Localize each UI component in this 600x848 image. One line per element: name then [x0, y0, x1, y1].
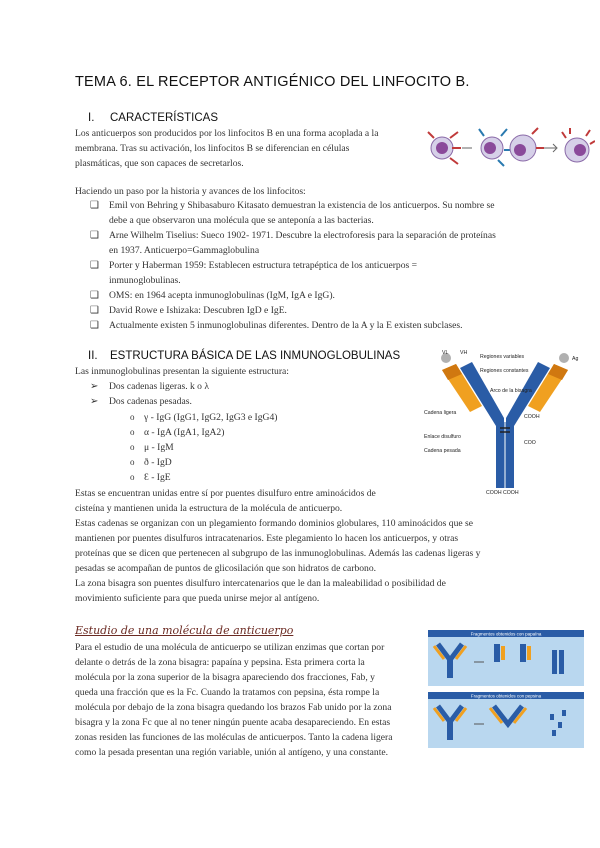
- list-item: ➢ Dos cadenas pesadas.: [90, 396, 192, 407]
- chain-list: [90, 379, 209, 409]
- plasma-cell-icon: [510, 128, 544, 161]
- checkbox-bullet-icon: ❑: [90, 305, 99, 316]
- checkbox-bullet-icon: ❑: [90, 320, 99, 331]
- activated-b-cell-icon: [479, 129, 512, 166]
- list-item: o μ - IgM: [130, 442, 174, 453]
- list-item: o ð - IgD: [130, 457, 172, 468]
- section-2-intro: Las inmunoglobulinas presentan la siguiente estructura:: [75, 366, 289, 377]
- list-item: o γ - IgG (IgG1, IgG2, IgG3 e IgG4): [130, 412, 278, 423]
- antibody-structure-figure: [420, 348, 590, 496]
- list-item: ❑ Actualmente existen 5 inmunoglobulinas diferentes. Dentro de la A y la E existen subclases.: [90, 320, 463, 331]
- pepsin-panel-title: Fragmentos obtenidos con pepsina: [470, 693, 542, 699]
- label-cooh-pair: COOH COOH: [486, 490, 519, 496]
- list-item: ❑ Porter y Haberman 1959: Establecen estructura tetrapéptica de los anticuerpos = inmunoglobulinas.: [90, 260, 418, 286]
- checkbox-bullet-icon: ❑: [90, 260, 99, 271]
- checkbox-bullet-icon: ❑: [90, 200, 99, 211]
- page-title: TEMA 6. EL RECEPTOR ANTIGÉNICO DEL LINFOCITO B.: [75, 74, 470, 90]
- label-regiones-variables: Regiones variables: [480, 354, 525, 360]
- papain-panel-title: Fragmentos obtenidos con papaína: [470, 631, 542, 637]
- list-item: ❑ OMS: en 1964 acepta inmunoglobulinas (IgM, IgA e IgG).: [90, 290, 335, 301]
- arrow-bullet-icon: ➢: [90, 396, 99, 407]
- secreting-plasma-cell-icon: [562, 128, 595, 162]
- checkbox-bullet-icon: ❑: [90, 230, 99, 241]
- checkbox-bullet-icon: ❑: [90, 290, 99, 301]
- history-intro: Haciendo un paso por la historia y avances de los linfocitos:: [75, 186, 306, 197]
- section-2-heading: II. ESTRUCTURA BÁSICA DE LAS INMUNOGLOBULINAS: [88, 350, 401, 362]
- arrow-bullet-icon: ➢: [90, 381, 99, 392]
- label-enlace-disulfuro: Enlace disulfuro: [424, 434, 461, 440]
- label-cadena-ligera: Cadena ligera: [424, 410, 457, 416]
- section-1-heading: I. CARACTERÍSTICAS: [88, 112, 218, 124]
- list-item: ❑ Emil von Behring y Shibasaburo Kitasato demuestran la existencia de los anticuerpos. Su nombre se debe a que observaron una molécula que se anteponía a las bacterias.: [90, 200, 495, 226]
- label-regiones-constantes: Regiones constantes: [480, 368, 529, 374]
- list-item: o α - IgA (IgA1, IgA2): [130, 427, 225, 438]
- section-3-paragraph: Para el estudio de una molécula de anticuerpo se utilizan enzimas que cortan por delante o detrás de la zona bisagra: papaína y pepsina. Esta primera corta la molécula por la zona superior de la bisagra apareciendo dos fracciones, Fab, y queda una fracción que es la Fc. Cuando la tratamos con pepsina, ésta rompe la molécula por debajo de la zona bisagra quedando los brazos Fab unido por la zona bisagra y la zona Fc que al no tener ningún puente acaba desapareciendo. En estas zonas residen las funciones de las moléculas de anticuerpos. Tanto la cadena ligera como la pesada presentan una región variable, unión al antígeno, y una constante.: [75, 642, 393, 758]
- history-list: [90, 198, 530, 333]
- section-3-heading: Estudio de una molécula de anticuerpo: [75, 624, 294, 637]
- enzyme-fragments-figure: [428, 630, 584, 748]
- label-vl: VL: [442, 350, 449, 356]
- antigen-icon: [559, 353, 569, 363]
- label-arco-bisagra: Arco de la bisagra: [490, 388, 532, 394]
- b-cell-icon: [428, 132, 461, 164]
- list-item: o Ɛ - IgE: [130, 472, 171, 483]
- list-item: ➢ Dos cadenas ligeras. k o λ: [90, 381, 210, 392]
- label-cooh: COOH: [524, 414, 540, 420]
- list-item: ❑ David Rowe e Ishizaka: Descubren IgD e IgE.: [90, 305, 287, 316]
- label-vh: VH: [460, 350, 468, 356]
- section-2-paragraph: Estas se encuentran unidas entre sí por puentes disulfuro entre aminoácidos de cisteína y mantienen unida la estructura de la molécula de anticuerpo. Estas cadenas se organizan con un plegamiento formando dominios globulares, 110 aminoácidos que se mantienen por puentes disulfuros intracatenarios. Este plegamiento lo hacen los anticuerpos, y otras proteínas que se dicen que pertenecen al subgrupo de las inmunoglobulinas. Además las cadenas ligeras y pesadas se acompañan de puntos de glicosilación que son hidratos de carbono. La zona bisagra son puentes disulfuro intercatenarios que le dan la maleabilidad o posibilidad de movimiento suficiente para que pueda unirse mejor al antígeno.: [75, 488, 481, 604]
- b-cell-differentiation-figure: [420, 120, 595, 174]
- label-cadena-pesada: Cadena pesada: [424, 448, 461, 454]
- label-coo: COO: [524, 440, 536, 446]
- heavy-chain-types: [130, 410, 277, 485]
- list-item: ❑ Arne Wilhelm Tiselius: Sueco 1902- 1971. Descubre la electroforesis para la separación de proteínas en 1937. Anticuerpo=Gammaglobulina: [90, 230, 496, 256]
- label-ag: Ag: [572, 356, 579, 362]
- section-1-intro: Los anticuerpos son producidos por los linfocitos B en una forma acoplada a la membrana. Tras su activación, los linfocitos B se diferencian en células plasmáticas, que son capaces de secretarlos.: [75, 128, 379, 169]
